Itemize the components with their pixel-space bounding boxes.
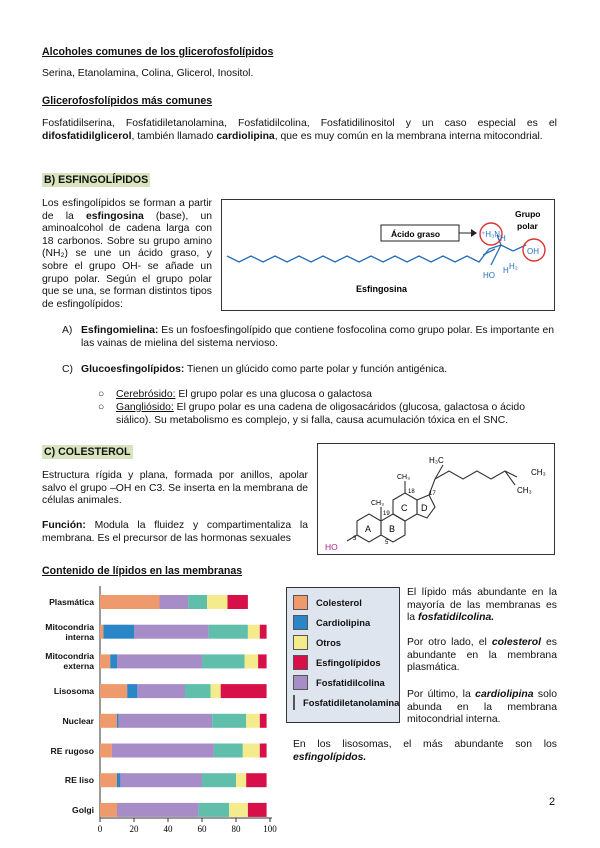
legend-label: Colesterol [316, 596, 362, 608]
legend-swatch [293, 635, 308, 650]
bar-segment [110, 654, 117, 668]
bar-segment [214, 744, 243, 758]
colesterol-paragraph: Estructura rígida y plana, formada por anillos, apolar salvo el grupo –OH en C3. Se inserta en la membrana de células animales. [42, 470, 308, 507]
bar-segment [209, 625, 248, 639]
bar-segment [229, 803, 248, 817]
bar-segment [202, 654, 245, 668]
side-text-3: Por último, la cardiolipina solo abunda en la membrana mitocondrial interna. [407, 689, 557, 726]
glicero-text: Fosfatidilserina, Fosfatidiletanolamina, Fosfatidilcolina, Fosfatidilinositol y un caso especial es el difosfatidilglicerol, también llamado cardiolipina, que es muy común en la membrana interna mitocondrial. [42, 118, 557, 142]
oh-label: OH [527, 247, 539, 256]
bar-segment [260, 744, 267, 758]
esfingo-paragraph: Los esfingolípidos se forman a partir de la esfingosina (base), un aminoalcohol de cadena larga con 18 carbonos. Sobre su grupo amino (NH₂) se une un ácido graso, y sobre el grupo OH- se añade un grupo polar. Según el grupo polar que se una, se forman distintos tipos de esfingolípidos: [42, 198, 212, 310]
category-label: Golgi [72, 804, 94, 815]
bar-segment [100, 654, 110, 668]
x-tick-label: 0 [98, 824, 103, 834]
ch3-label-b: CH₃ [517, 486, 532, 495]
bar-segment [100, 714, 117, 728]
item-c-text: Glucoesfingolípidos: Tienen un glúcido como parte polar y función antigénica. [81, 364, 448, 375]
h-label-2: H [503, 266, 509, 275]
category-label: Lisosoma [53, 686, 94, 697]
bar-segment [221, 684, 267, 698]
legend-label: Fosfatidiletanolamina [303, 696, 400, 708]
ch3-label-d: CH₃ [371, 500, 384, 507]
category-label: Plasmática [49, 597, 94, 607]
bar-segment [160, 595, 189, 609]
item-a-marker: A) [62, 325, 73, 336]
bar-segment [258, 654, 267, 668]
legend-label: Cardiolipina [316, 616, 371, 628]
legend-entry [293, 612, 393, 632]
grupo-label: Grupo [515, 209, 541, 219]
lipid-membrane-chart [98, 586, 284, 834]
chart-legend [286, 587, 400, 723]
side-text-4: En los lisosomas, el más abundante son los esfingolípidos. [293, 739, 557, 763]
legend-swatch [293, 595, 308, 610]
alcoholes-title: Alcoholes comunes de los glicerofosfolípidos [42, 46, 274, 58]
glicero-title: Glicerofosfolípidos más comunes [42, 95, 213, 107]
legend-label: Fosfatidilcolina [316, 676, 385, 688]
sub-item-cerebrosido: Cerebrósido: El grupo polar es una glucosa o galactosa [116, 389, 372, 400]
bullet-2-icon: ○ [98, 402, 105, 413]
ring-a-label: A [365, 524, 372, 534]
ring-b-label: B [389, 524, 396, 534]
legend-entry [293, 592, 393, 612]
bar-segment [207, 595, 227, 609]
ho-label: HO [483, 271, 495, 280]
esfingosina-label: Esfingosina [356, 284, 408, 294]
h2-label: H₂ [509, 262, 518, 271]
cholesterol-ho-label: HO [325, 542, 338, 552]
bar-segment [100, 595, 160, 609]
colesterol-funcion: Función: Modula la fluidez y compartimentaliza la membrana. Es el precursor de las hormonas sexuales [42, 520, 308, 544]
side-text-1: El lípido más abundante en la mayoría de las membranas es la fosfatidilcolina. [407, 587, 557, 624]
bar-segment [243, 744, 260, 758]
c18-label: 18 [408, 489, 415, 495]
page-number: 2 [549, 796, 556, 808]
bar-segment [134, 625, 209, 639]
bar-segment [185, 684, 211, 698]
colesterol-figure [317, 443, 555, 555]
bar-segment [137, 684, 185, 698]
bar-segment [228, 595, 248, 609]
item-a-text: Esfingomielina: Es un fosfoesfingolípido que contiene fosfocolina como grupo polar. Es importante en las vainas de mielina del sistema nervioso. [81, 325, 555, 349]
legend-swatch [293, 655, 308, 670]
bar-segment [127, 684, 137, 698]
bar-segment [199, 803, 230, 817]
bar-segment [248, 625, 260, 639]
category-label: Mitocondria interna [45, 621, 94, 642]
side-text-2: Por otro lado, el colesterol es abundante en la membrana plasmática. [407, 637, 557, 674]
legend-entry [293, 632, 393, 652]
bar-segment [100, 803, 117, 817]
category-label: Nuclear [62, 715, 94, 726]
esfingosina-figure [221, 199, 555, 311]
legend-entry [293, 672, 393, 692]
bar-segment [100, 744, 112, 758]
legend-label: Otros [316, 636, 342, 648]
category-label: RE liso [64, 775, 94, 786]
category-label: RE rugoso [50, 745, 94, 756]
bar-segment [112, 744, 214, 758]
item-c-marker: C) [62, 364, 73, 375]
c5-label: 5 [385, 540, 389, 546]
bar-segment [117, 773, 120, 787]
bar-segment [246, 714, 260, 728]
bar-segment [117, 654, 202, 668]
legend-entry [293, 692, 400, 712]
h3c-label: H₃C [429, 456, 444, 465]
bar-segment [100, 625, 103, 639]
bar-segment [117, 803, 199, 817]
sub-item-gangliosido: Gangliósido: El grupo polar es una cadena de oligosacáridos (glucosa, galactosa o ácido siálico). Su metabolismo es complejo, y si falla, causa acumulación tóxica en el SNC. [116, 402, 525, 426]
x-tick-label: 40 [163, 824, 173, 834]
x-tick-label: 80 [231, 824, 241, 834]
bar-segment [245, 654, 259, 668]
c19-label: 19 [383, 511, 390, 517]
membranas-title: Contenido de lípidos en las membranas [42, 565, 243, 577]
bar-segment [202, 773, 236, 787]
alcoholes-text: Serina, Etanolamina, Colina, Glicerol, Inositol. [42, 68, 254, 79]
category-label: Mitocondria externa [45, 651, 94, 672]
bar-segment [100, 684, 127, 698]
c17-label: 17 [429, 491, 436, 497]
amino-label: ⁺H₃N [481, 230, 501, 239]
acido-graso-label: Ácido graso [391, 229, 441, 239]
bar-segment [260, 714, 267, 728]
bar-segment [188, 595, 207, 609]
c3-label: 3 [353, 536, 357, 542]
bullet-1-icon: ○ [98, 389, 105, 400]
legend-entry [293, 652, 393, 672]
colesterol-heading: C) COLESTEROL [44, 446, 131, 458]
bar-segment [248, 803, 267, 817]
x-tick-label: 60 [197, 824, 207, 834]
legend-swatch [293, 675, 308, 690]
bar-segment [103, 625, 134, 639]
bar-segment [260, 625, 267, 639]
x-tick-label: 100 [263, 824, 277, 834]
legend-label: Esfingolípidos [316, 656, 381, 668]
legend-swatch [293, 615, 308, 630]
bar-segment [117, 714, 119, 728]
ch3-label-c: CH₃ [397, 474, 410, 481]
legend-swatch [293, 695, 295, 710]
bar-segment [246, 773, 266, 787]
ring-d-label: D [421, 503, 428, 513]
bar-segment [211, 684, 221, 698]
x-tick-label: 20 [129, 824, 139, 834]
h-label-1: H [500, 234, 506, 243]
ch3-label-a: CH₃ [531, 468, 546, 477]
esfingo-heading: B) ESFINGOLÍPIDOS [44, 174, 149, 186]
bar-segment [236, 773, 246, 787]
bar-segment [212, 714, 246, 728]
polar-label: polar [517, 221, 538, 231]
bar-segment [120, 773, 202, 787]
bar-segment [100, 773, 117, 787]
ring-c-label: C [401, 503, 408, 513]
bar-segment [119, 714, 213, 728]
